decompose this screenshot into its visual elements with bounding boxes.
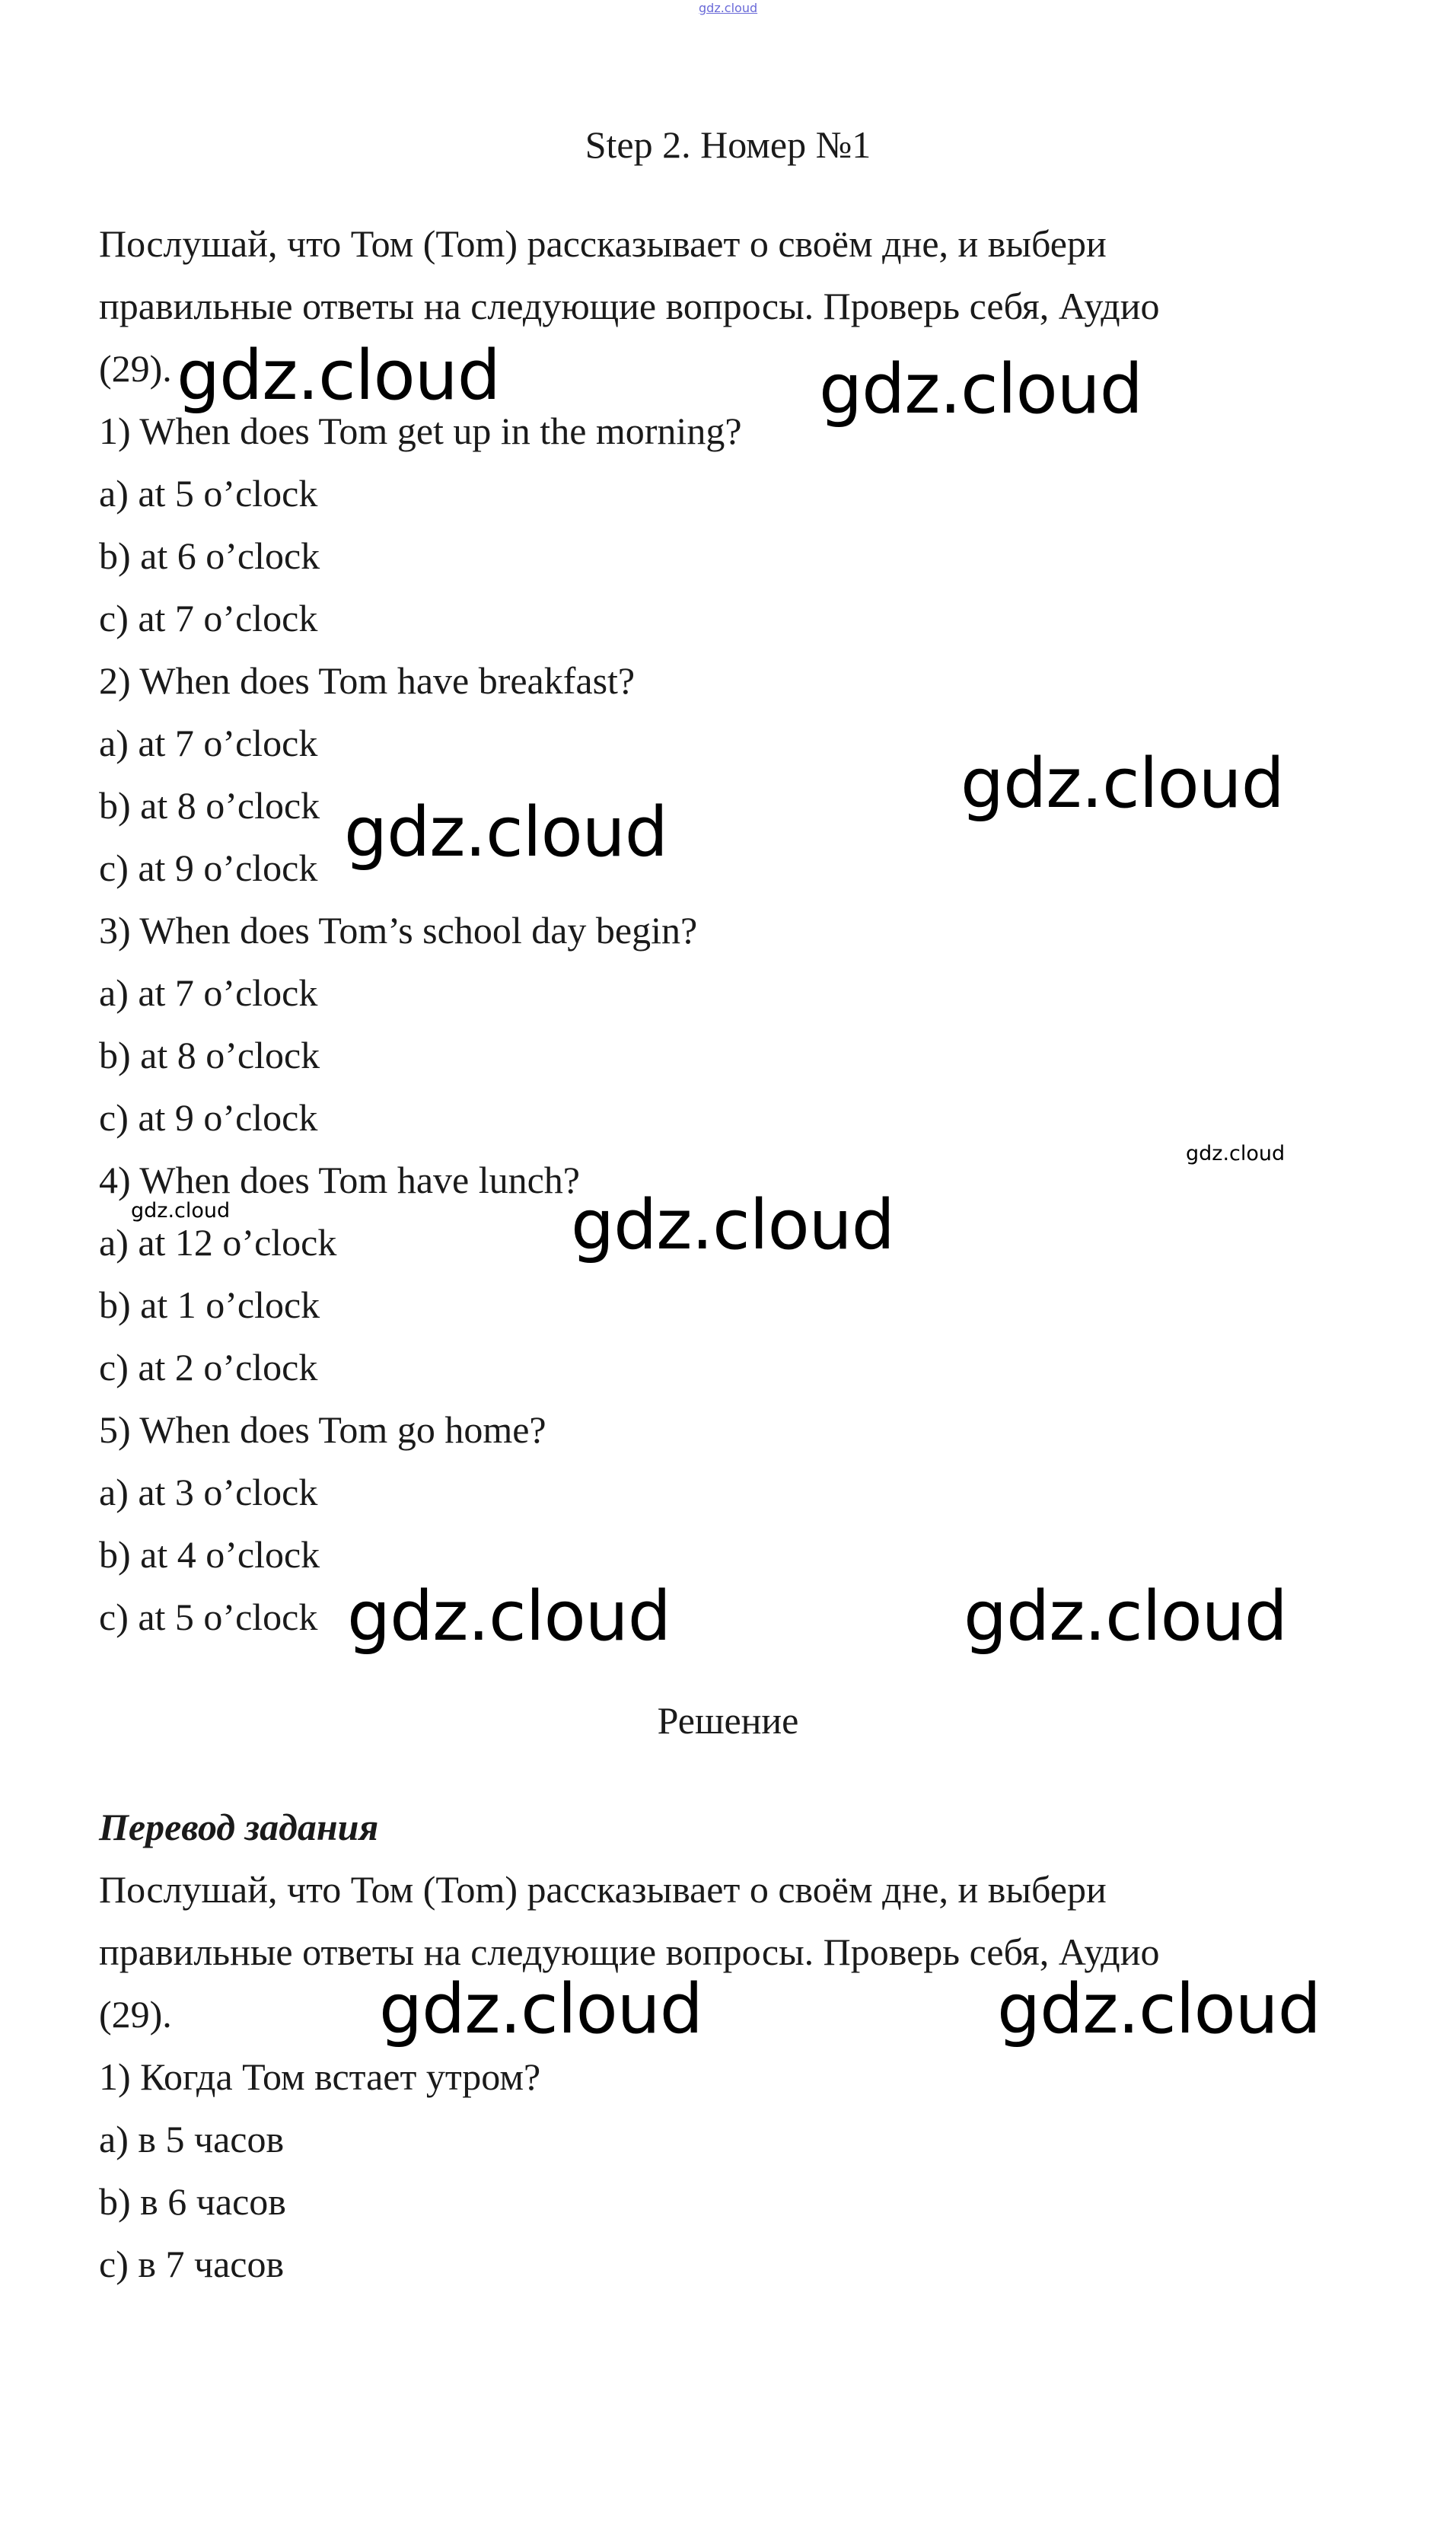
- question-3: 3) When does Tom’s school day begin?: [99, 909, 698, 952]
- question-2: 2) When does Tom have breakfast?: [99, 659, 636, 702]
- question-1: 1) When does Tom get up in the morning?: [99, 410, 742, 452]
- task-intro-line-2: правильные ответы на следующие вопросы. Проверь себя, Аудио: [99, 285, 1160, 327]
- watermark-1: gdz.cloud: [177, 336, 500, 416]
- translated-question-1-option-c: c) в 7 часов: [99, 2243, 285, 2285]
- watermark-small-2: gdz.cloud: [131, 1199, 231, 1223]
- question-3-option-c: c) at 9 o’clock: [99, 1096, 318, 1139]
- question-3-option-b: b) at 8 o’clock: [99, 1034, 320, 1076]
- watermark-top-link: gdz.cloud: [699, 1, 758, 15]
- task-intro-line-1: Послушай, что Том (Tom) рассказывает о своём дне, и выбери: [99, 222, 1107, 265]
- watermark-4: gdz.cloud: [344, 792, 667, 872]
- watermark-9: gdz.cloud: [997, 1969, 1321, 2049]
- question-5-option-a: a) at 3 o’clock: [99, 1471, 318, 1513]
- question-3-option-a: a) at 7 o’clock: [99, 971, 318, 1014]
- task-intro-line-3: (29).: [99, 347, 172, 390]
- translation-intro-line-3: (29).: [99, 1993, 172, 2036]
- page-title: Step 2. Номер №1: [585, 123, 871, 166]
- watermark-7: gdz.cloud: [964, 1577, 1287, 1656]
- translation-intro-line-1: Послушай, что Том (Tom) рассказывает о своём дне, и выбери: [99, 1868, 1107, 1911]
- watermark-3: gdz.cloud: [961, 744, 1284, 824]
- question-5: 5) When does Tom go home?: [99, 1408, 546, 1451]
- question-1-option-c: c) at 7 o’clock: [99, 597, 318, 639]
- watermark-6: gdz.cloud: [347, 1577, 671, 1656]
- solution-heading: Решение: [657, 1699, 799, 1742]
- question-1-option-a: a) at 5 o’clock: [99, 472, 318, 515]
- question-1-option-b: b) at 6 o’clock: [99, 534, 320, 577]
- translation-heading: Перевод задания: [99, 1806, 379, 1848]
- watermark-2: gdz.cloud: [819, 349, 1142, 429]
- translated-question-1: 1) Когда Том встает утром?: [99, 2055, 541, 2098]
- watermark-5: gdz.cloud: [571, 1185, 894, 1265]
- watermark-8: gdz.cloud: [379, 1969, 703, 2049]
- question-2-option-b: b) at 8 o’clock: [99, 784, 320, 827]
- question-5-option-c: c) at 5 o’clock: [99, 1596, 318, 1638]
- translation-intro-line-2: правильные ответы на следующие вопросы. Проверь себя, Аудио: [99, 1931, 1160, 1973]
- question-2-option-a: a) at 7 o’clock: [99, 722, 318, 764]
- translated-question-1-option-a: a) в 5 часов: [99, 2118, 285, 2160]
- question-4-option-b: b) at 1 o’clock: [99, 1283, 320, 1326]
- question-4: 4) When does Tom have lunch?: [99, 1159, 580, 1201]
- question-4-option-a: a) at 12 o’clock: [99, 1221, 337, 1264]
- translated-question-1-option-b: b) в 6 часов: [99, 2180, 286, 2223]
- question-5-option-b: b) at 4 o’clock: [99, 1533, 320, 1576]
- watermark-small-1: gdz.cloud: [1186, 1142, 1286, 1165]
- question-2-option-c: c) at 9 o’clock: [99, 847, 318, 889]
- question-4-option-c: c) at 2 o’clock: [99, 1346, 318, 1389]
